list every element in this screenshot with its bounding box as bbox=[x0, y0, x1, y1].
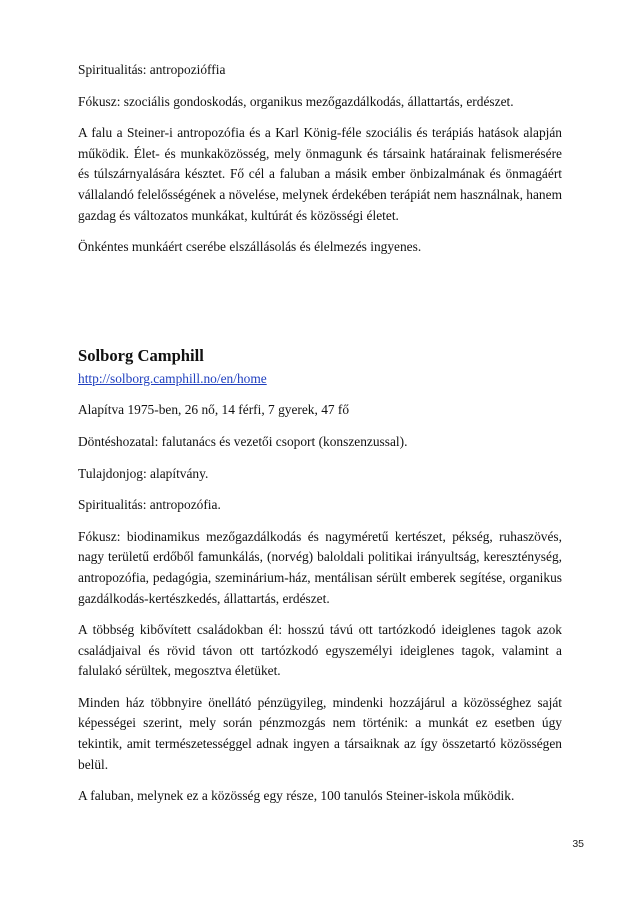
finances-paragraph: Minden ház többnyire önellátó pénzügyileg, mindenki hozzájárul a közösséghez saját képességei szerint, mely során pénzmozgás nem történik: a munkát ez esetben úgy tekintik, amit természetességgel adnak ingyen a társaiknak az így összetartó közösségen belül. bbox=[78, 694, 562, 772]
focus-line: Fókusz: szociális gondoskodás, organikus mezőgazdálkodás, állattartás, erdészet. bbox=[78, 93, 514, 109]
school-line: A faluban, melynek ez a közösség egy része, 100 tanulós Steiner-iskola működik. bbox=[78, 788, 515, 804]
website-link[interactable]: http://solborg.camphill.no/en/home bbox=[78, 370, 267, 386]
decision-line: Döntéshozatal: falutanács és vezetői csoport (konszenzussal). bbox=[78, 433, 408, 449]
focus-paragraph: Fókusz: biodinamikus mezőgazdálkodás és nagyméretű kertészet, pékség, ruhaszövés, nagy területű erdőből famunkálás, (norvég) baloldali politikai irányultság, kereszténység, antropozófia, pedagógia, szeminárium-ház, mentálisan sérült emberek segítése, organikus gazdálkodás-kertészkedés, állattartás, erdészet. bbox=[78, 528, 562, 606]
page-number: 35 bbox=[572, 838, 584, 850]
section-heading: Solborg Camphill bbox=[78, 345, 204, 365]
page-content bbox=[78, 60, 562, 818]
spirituality-line: Spiritualitás: antropozióffia bbox=[78, 62, 226, 77]
families-paragraph: A többség kibővített családokban él: hosszú távú ott tartózkodó ideiglenes tagok azok családjaival és rövid távon ott tartózkodó egyszemélyi ideiglenes tagok, valamint a falulakó sérültek, megosztva életüket. bbox=[78, 622, 562, 679]
description-paragraph: A falu a Steiner-i antropozófia és a Karl König-féle szociális és terápiás hatások alapján működik. Élet- és munkaközösség, mely önmagunk és társaink határainak felismerésére és túlszárnyalására késztet. Fő cél a faluban a másik ember önbizalmának és önmagáért vállalandó felelősségének a növelése, melynek érdekében terápiát nem használnak, hanem gazdag és változatos munkákat, kultúrát és közösségi életet. bbox=[78, 125, 562, 223]
section-spacer bbox=[78, 269, 562, 345]
ownership-line: Tulajdonjog: alapítvány. bbox=[78, 465, 209, 481]
spirituality-line-2: Spiritualitás: antropozófia. bbox=[78, 497, 221, 513]
volunteer-line: Önkéntes munkáért cserébe elszállásolás és élelmezés ingyenes. bbox=[78, 239, 422, 255]
founded-line: Alapítva 1975-ben, 26 nő, 14 férfi, 7 gyerek, 47 fő bbox=[78, 402, 350, 418]
